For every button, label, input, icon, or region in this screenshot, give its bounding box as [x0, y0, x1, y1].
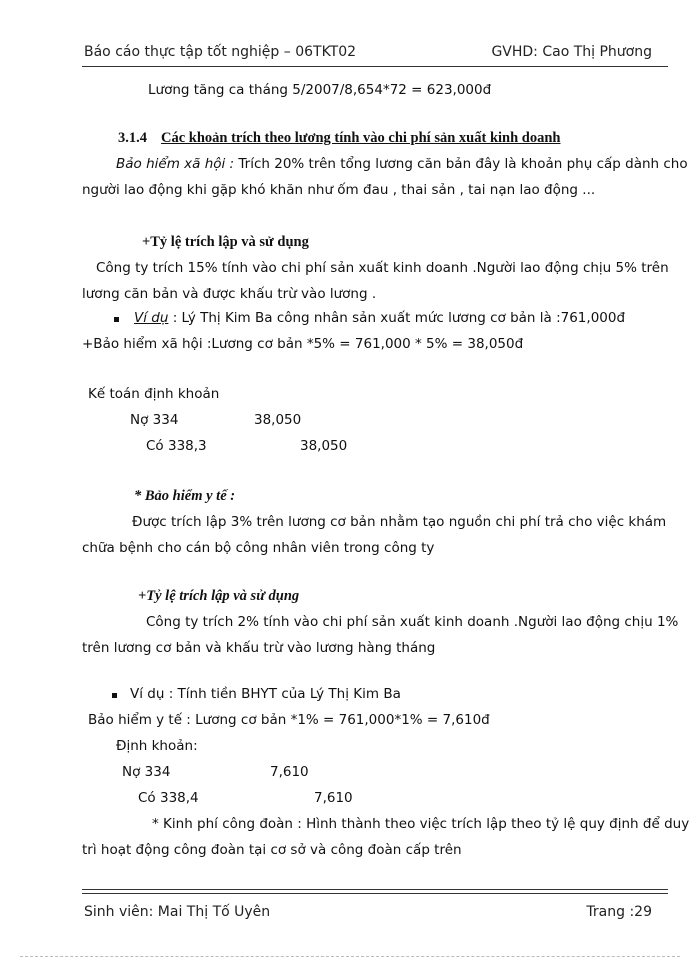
entry1-credit-value: 38,050	[300, 438, 348, 454]
entry1-debit-label: Nợ 334	[130, 412, 179, 428]
example1-label: Ví dụ	[134, 310, 169, 326]
kpcd-line-2: trì hoạt động công đoàn tại cơ sở và công đoàn cấp trên	[82, 842, 462, 858]
bhxh-line-1	[116, 156, 688, 172]
kpcd-line-1: * Kinh phí công đoàn : Hình thành theo việc trích lập theo tỷ lệ quy định để duy	[152, 816, 690, 832]
section-heading	[118, 130, 560, 147]
footer-right: Trang :29	[586, 904, 652, 920]
bullet-icon	[112, 693, 117, 698]
section-number: 3.1.4	[118, 130, 147, 146]
rate1-line-2: lương căn bản và được khấu trừ vào lương .	[82, 286, 377, 302]
bullet-icon	[114, 317, 119, 322]
bhxh-text-1: Trích 20% trên tổng lương căn bản đây là khoản phụ cấp dành cho	[234, 156, 688, 172]
rate2-line-2: trên lương cơ bản và khấu trừ vào lương hàng tháng	[82, 640, 436, 656]
example2-line: Ví dụ : Tính tiền BHYT của Lý Thị Kim Ba	[130, 686, 401, 702]
footer-rule-2	[82, 893, 668, 894]
rate-heading-2: +Tỷ lệ trích lập và sử dụng	[138, 588, 300, 604]
bhyt-heading: * Bảo hiểm y tế :	[134, 488, 236, 504]
header-left: Báo cáo thực tập tốt nghiệp – 06TKT02	[84, 44, 357, 60]
bhyt-line-1: Được trích lập 3% trên lương cơ bản nhằm tạo nguồn chi phí trả cho việc khám	[132, 514, 667, 530]
entry2-debit-value: 7,610	[270, 764, 309, 780]
footer-left: Sinh viên: Mai Thị Tố Uyên	[84, 904, 271, 920]
example1-line	[134, 310, 625, 326]
header-rule	[82, 66, 668, 67]
entry1-credit-label: Có 338,3	[146, 438, 207, 454]
bhxh-calc-line: +Bảo hiểm xã hội :Lương cơ bản *5% = 761,000 * 5% = 38,050đ	[82, 336, 524, 352]
rate2-line-1: Công ty trích 2% tính vào chi phí sản xuất kinh doanh .Người lao động chịu 1%	[146, 614, 679, 630]
entry1-title: Kế toán định khoản	[88, 386, 220, 402]
bhyt-line-2: chữa bệnh cho cán bộ công nhân viên trong công ty	[82, 540, 435, 556]
entry1-debit-value: 38,050	[254, 412, 302, 428]
example1-text: : Lý Thị Kim Ba công nhân sản xuất mức lương cơ bản là :761,000đ	[168, 310, 626, 326]
header-right: GVHD: Cao Thị Phương	[491, 44, 652, 60]
bhxh-label: Bảo hiểm xã hội :	[116, 156, 235, 172]
rate1-line-1: Công ty trích 15% tính vào chi phí sản xuất kinh doanh .Người lao động chịu 5% trên	[96, 260, 669, 276]
entry2-debit-label: Nợ 334	[122, 764, 171, 780]
rate-heading-1: +Tỷ lệ trích lập và sử dụng	[142, 234, 309, 250]
overtime-line: Lương tăng ca tháng 5/2007/8,654*72 = 623,000đ	[148, 82, 492, 98]
entry2-credit-value: 7,610	[314, 790, 353, 806]
footer-rule	[82, 889, 668, 890]
entry2-credit-label: Có 338,4	[138, 790, 199, 806]
section-title: Các khoản trích theo lương tính vào chi phí sản xuất kinh doanh	[161, 130, 561, 146]
bhxh-line-2: người lao động khi gặp khó khăn như ốm đau , thai sản , tai nạn lao động ...	[82, 182, 596, 198]
page-break-line	[20, 956, 680, 957]
entry2-title: Định khoản:	[116, 738, 198, 754]
bhyt-calc-line: Bảo hiểm y tế : Lương cơ bản *1% = 761,000*1% = 7,610đ	[88, 712, 490, 728]
